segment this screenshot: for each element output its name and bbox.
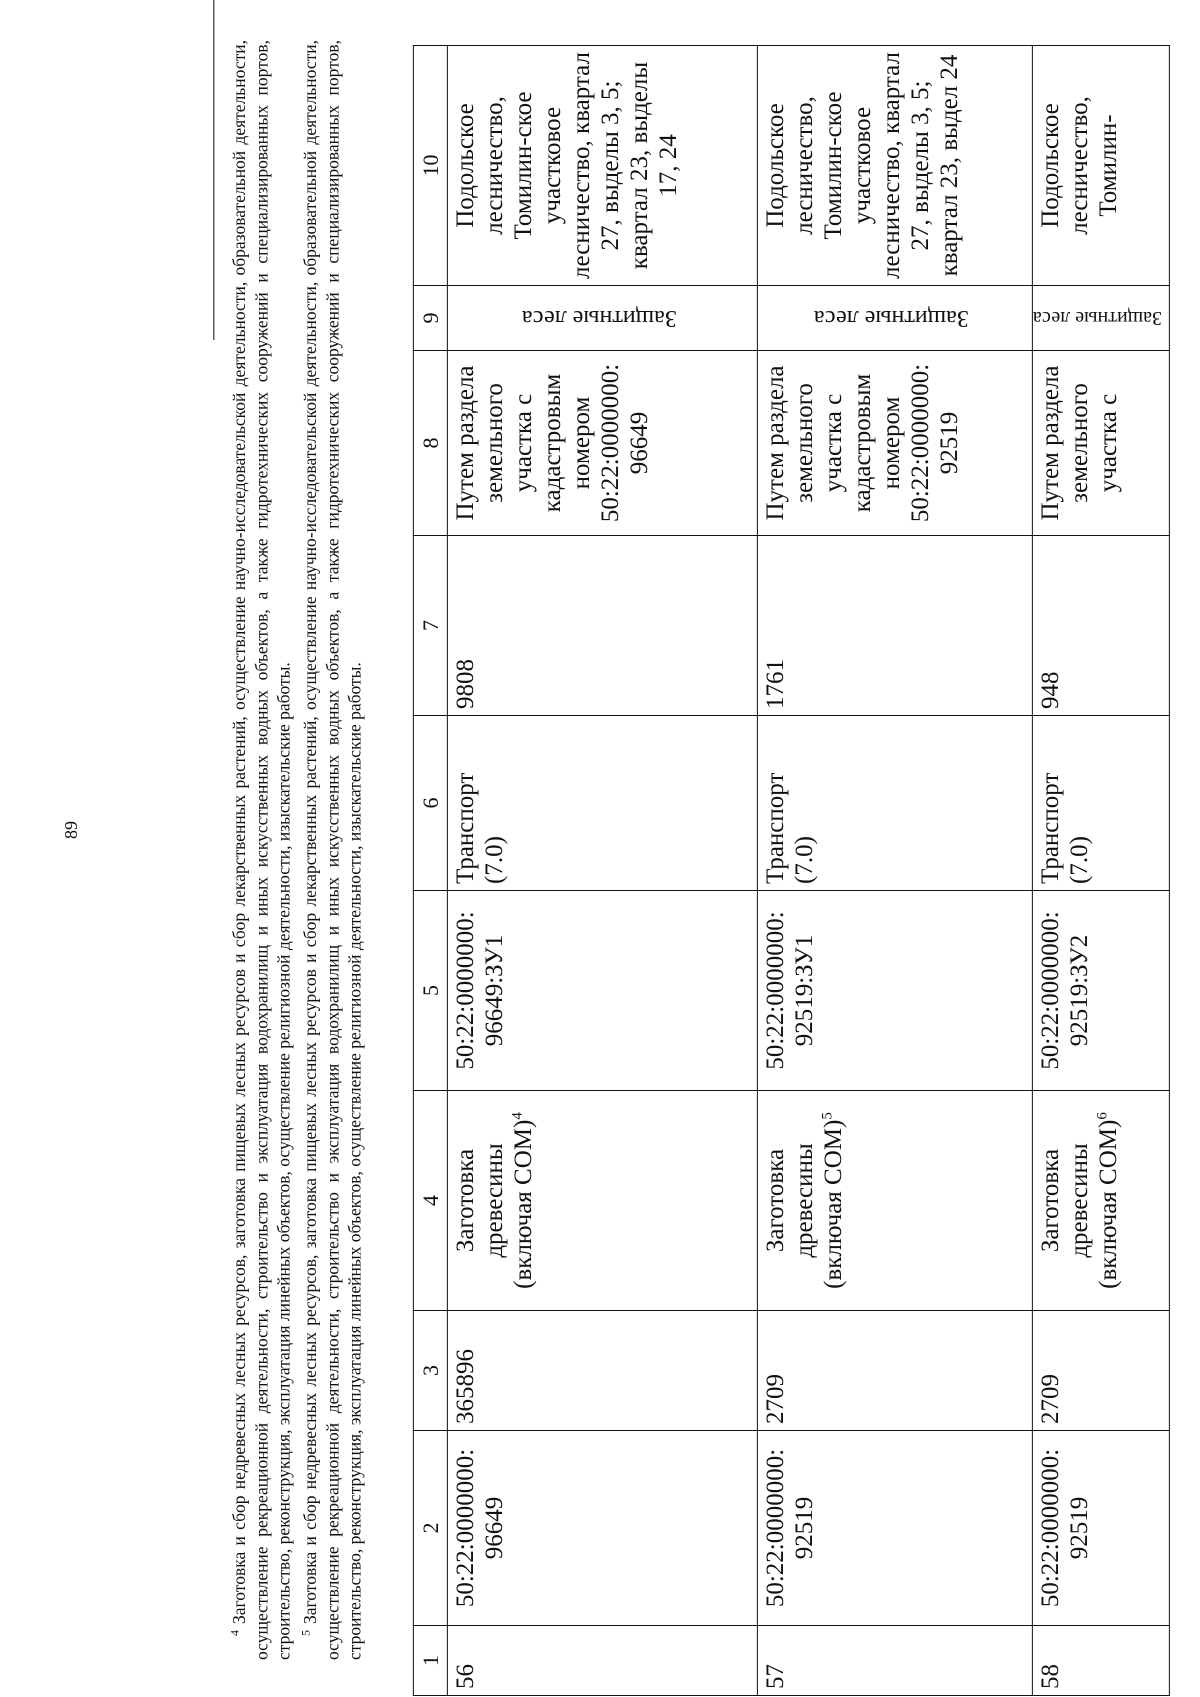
land-plots-table — [413, 45, 1170, 1696]
footnotes — [213, 40, 365, 1660]
cadastral-number: 50:22:0000000: 92519 — [757, 1431, 1032, 1626]
column-header-4: 4 — [413, 1091, 447, 1311]
permitted-use: Заготовка древесины (включая СОМ)$^5$ — [757, 1091, 1032, 1311]
formation-method: Путем раздела земельного участка с — [1032, 351, 1169, 536]
footnote-5 — [294, 40, 365, 1660]
formation-method: Путем раздела земельного участка с кадастровым номером 50:22:0000000: 92519 — [757, 351, 1032, 536]
footnote-separator — [213, 0, 214, 340]
forest-location: Подольское лесничество, Томилин-ское участковое лесничество, квартал 27, выделы 3, 5; квартал 23, выдел 24 — [757, 46, 1032, 286]
forest-category: Защитные леса — [447, 286, 757, 351]
use-type: Транспорт (7.0) — [757, 716, 1032, 891]
row-number: 58 — [1032, 1626, 1169, 1696]
formation-method: Путем раздела земельного участка с кадастровым номером 50:22:0000000: 96649 — [447, 351, 757, 536]
area-value: 2709 — [1032, 1311, 1169, 1431]
footnote-mark: 4 — [227, 1630, 242, 1636]
forest-location: Подольское лесничество, Томилин- — [1032, 46, 1169, 286]
column-header-8: 8 — [413, 351, 447, 536]
column-header-1: 1 — [413, 1626, 447, 1696]
column-header-2: 2 — [413, 1431, 447, 1626]
column-header-6: 6 — [413, 716, 447, 891]
column-header-5: 5 — [413, 891, 447, 1091]
page-number: 89 — [61, 821, 81, 839]
row-number: 56 — [447, 1626, 757, 1696]
column-header-9: 9 — [413, 286, 447, 351]
forest-location: Подольское лесничество, Томилин-ское участковое лесничество, квартал 27, выделы 3, 5; квартал 23, выделы 17, 24 — [447, 46, 757, 286]
table-row — [1032, 46, 1169, 1696]
footnote-text: Заготовка и сбор недревесных лесных ресурсов, заготовка пищевых лесных ресурсов и сбор лекарственных растений, осуществление научно-исследовательской деятельности, образовательной деятельности, осуществление рекреационной деятельности, строительство и эксплуатация водохранилищ и иных искусственных водных объектов, а также гидротехнических сооружений и специализированных портов, строительство, реконструкция, эксплуатация линейных объектов, осуществление религиозной деятельности, изыскательские работы. — [229, 40, 294, 1660]
new-plot-number: 50:22:0000000: 96649:ЗУ1 — [447, 891, 757, 1091]
column-header-10: 10 — [413, 46, 447, 286]
area-value: 365896 — [447, 1311, 757, 1431]
row-number: 57 — [757, 1626, 1032, 1696]
footnote-mark: 5 — [298, 1630, 313, 1636]
new-plot-number: 50:22:0000000: 92519:ЗУ1 — [757, 891, 1032, 1091]
forest-category: Защитные леса — [1032, 286, 1169, 351]
use-type: Транспорт (7.0) — [1032, 716, 1169, 891]
new-plot-area: 948 — [1032, 536, 1169, 716]
new-plot-area: 1761 — [757, 536, 1032, 716]
footnote-text: Заготовка и сбор недревесных лесных ресурсов, заготовка пищевых лесных ресурсов и сбор лекарственных растений, осуществление научно-исследовательской деятельности, образовательной деятельности, осуществление рекреационной деятельности, строительство и эксплуатация водохранилищ и иных искусственных водных объектов, а также гидротехнических сооружений и специализированных портов, строительство, реконструкция, эксплуатация линейных объектов, осуществление религиозной деятельности, изыскательские работы. — [300, 40, 364, 1660]
table-row — [757, 46, 1032, 1696]
column-header-7: 7 — [413, 536, 447, 716]
table-header-row — [413, 46, 447, 1696]
new-plot-area: 9808 — [447, 536, 757, 716]
permitted-use: Заготовка древесины (включая СОМ)$^6$ — [1032, 1091, 1169, 1311]
column-header-3: 3 — [413, 1311, 447, 1431]
footnote-4 — [223, 40, 294, 1660]
use-type: Транспорт (7.0) — [447, 716, 757, 891]
new-plot-number: 50:22:0000000: 92519:ЗУ2 — [1032, 891, 1169, 1091]
permitted-use: Заготовка древесины (включая СОМ)$^4$ — [447, 1091, 757, 1311]
area-value: 2709 — [757, 1311, 1032, 1431]
land-plots-table-wrap — [413, 45, 1170, 1695]
cadastral-number: 50:22:0000000: 92519 — [1032, 1431, 1169, 1626]
forest-category: Защитные леса — [757, 286, 1032, 351]
cadastral-number: 50:22:0000000: 96649 — [447, 1431, 757, 1626]
table-row — [447, 46, 757, 1696]
